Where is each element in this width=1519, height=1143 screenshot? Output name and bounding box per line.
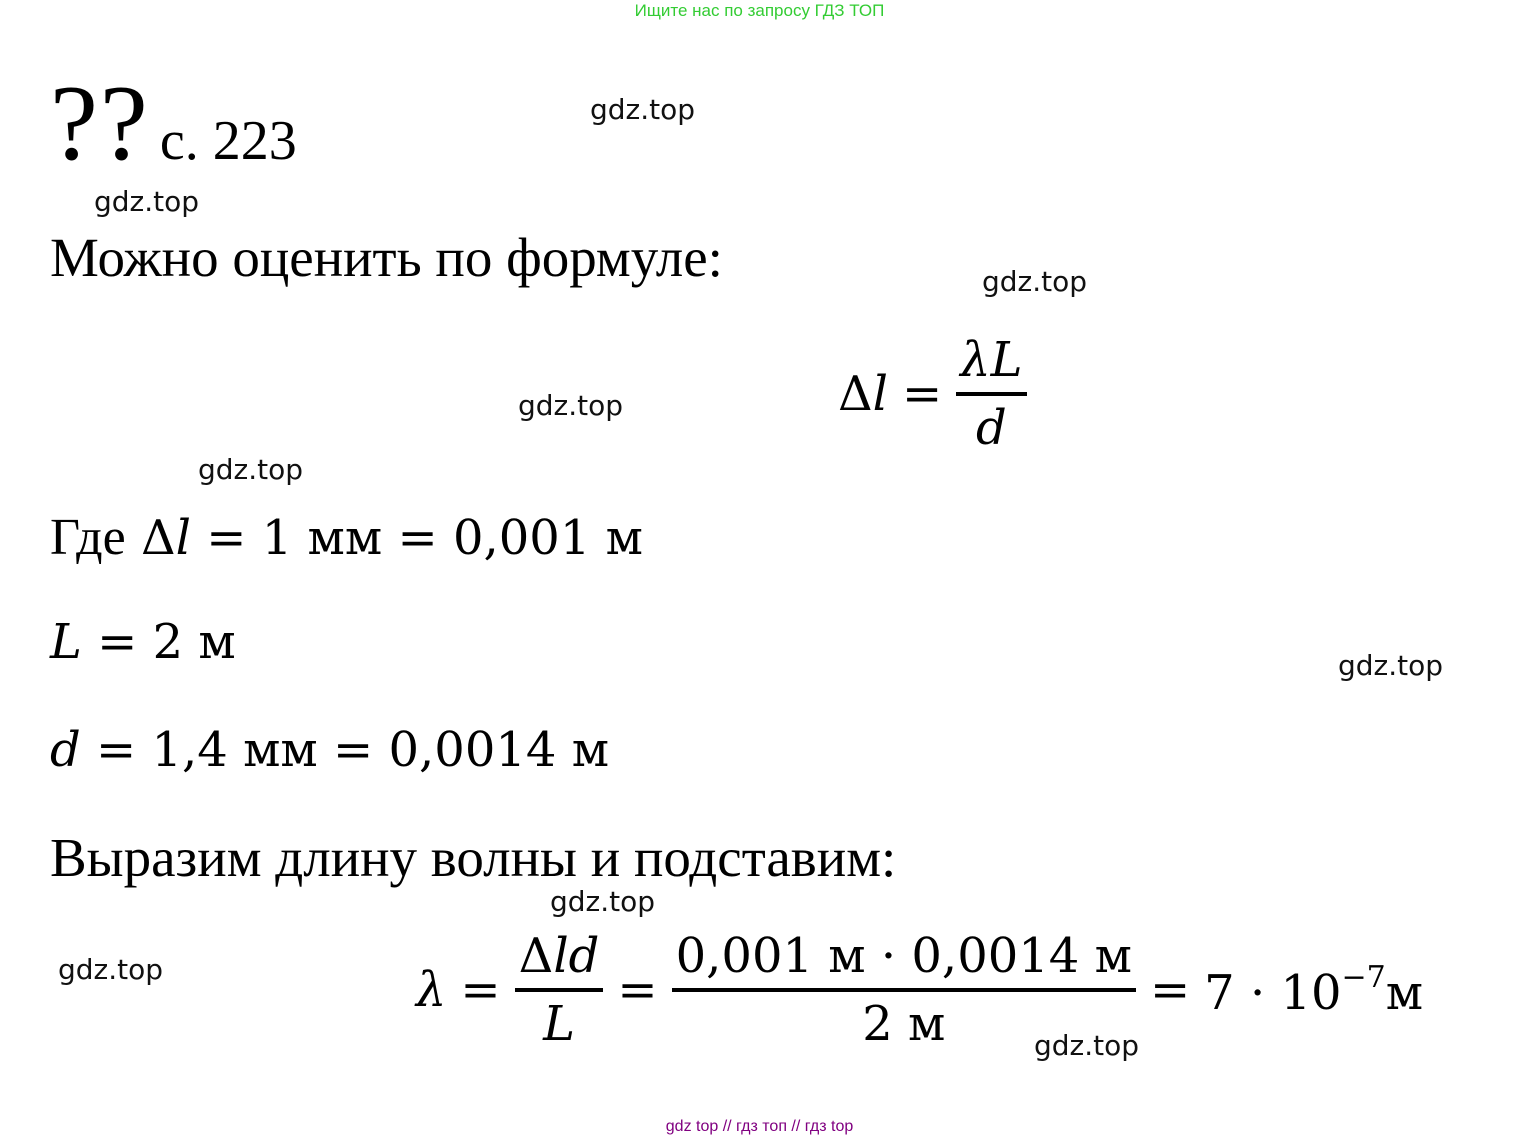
formula1-lhs xyxy=(838,366,888,422)
result-base: 7 · 10 xyxy=(1204,964,1342,1021)
where-line xyxy=(50,508,643,567)
delta-symbol: Δ xyxy=(140,510,176,566)
watermark: gdz.top xyxy=(982,265,1088,298)
title-marks: ?? xyxy=(50,64,150,183)
var-ld: ld xyxy=(553,928,600,984)
equals-sign: = xyxy=(902,366,943,422)
fraction-lambda-L-over-d xyxy=(956,332,1026,456)
result-value xyxy=(1204,960,1423,1021)
d-line xyxy=(50,722,609,778)
watermark: gdz.top xyxy=(1034,1029,1140,1062)
where-values: = 1 мм = 0,001 м xyxy=(206,510,643,566)
watermark: gdz.top xyxy=(1338,649,1444,682)
watermark: gdz.top xyxy=(94,185,200,218)
L-value: = 2 м xyxy=(97,614,236,670)
d-value: = 1,4 мм = 0,0014 м xyxy=(96,722,610,778)
top-banner: Ищите нас по запросу ГДЗ ТОП xyxy=(634,1,885,20)
lambda-symbol: λ xyxy=(416,962,447,1018)
watermark: gdz.top xyxy=(590,93,696,126)
fraction-dld-over-L xyxy=(515,928,604,1052)
equals-sign: = xyxy=(460,962,501,1018)
var-d: d xyxy=(50,722,81,778)
var-l: l xyxy=(175,510,191,566)
fraction-numeric xyxy=(672,928,1136,1052)
express-text: Выразим длину волны и подставим: xyxy=(50,827,897,888)
watermark: gdz.top xyxy=(58,953,164,986)
var-L: L xyxy=(50,614,82,670)
fraction-numerator: λL xyxy=(956,332,1026,396)
equals-sign: = xyxy=(1149,962,1191,1018)
watermark: gdz.top xyxy=(518,389,624,422)
L-line xyxy=(50,614,236,670)
title-page: с. 223 xyxy=(159,110,297,172)
formula-lambda xyxy=(416,928,1423,1052)
fraction-denominator: L xyxy=(543,996,575,1052)
formula-delta-l xyxy=(838,332,1027,456)
result-exponent: −7 xyxy=(1341,959,1386,995)
delta-symbol: Δ xyxy=(838,366,873,422)
page-title xyxy=(50,62,297,186)
intro-text: Можно оценить по формуле: xyxy=(50,227,723,288)
fraction-denominator: 2 м xyxy=(862,996,946,1052)
watermark: gdz.top xyxy=(550,885,656,918)
fraction-numerator xyxy=(515,928,604,992)
where-word: Где xyxy=(50,509,126,566)
fraction-denominator: d xyxy=(976,400,1007,456)
delta-symbol: Δ xyxy=(518,928,554,984)
result-unit: м xyxy=(1385,964,1424,1021)
equals-sign: = xyxy=(617,962,658,1018)
fraction-numerator: 0,001 м · 0,0014 м xyxy=(672,928,1136,992)
watermark: gdz.top xyxy=(198,453,304,486)
footer-links: gdz top // гдз топ // гдз top xyxy=(665,1118,854,1135)
var-l: l xyxy=(872,366,889,422)
